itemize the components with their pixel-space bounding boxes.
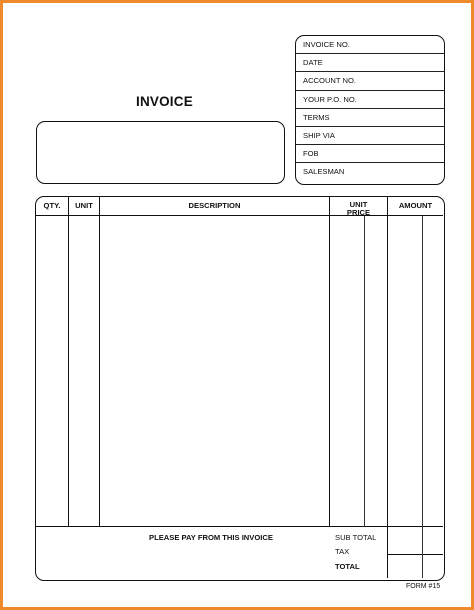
col-description: DESCRIPTION [188, 201, 241, 210]
col-qty: QTY. [43, 201, 61, 210]
date-field[interactable]: DATE [296, 54, 444, 72]
col-unit-price-line2: PRICE [346, 208, 371, 217]
po-number-field[interactable]: YOUR P.O. NO. [296, 91, 444, 109]
salesman-field[interactable]: SALESMAN [303, 167, 345, 177]
unit-desc-divider [99, 197, 100, 527]
total-label: TOTAL [335, 562, 360, 571]
price-amount-divider [387, 197, 388, 578]
form-number: FORM #15 [406, 583, 441, 590]
page-title: INVOICE [136, 94, 193, 109]
invoice-number-field[interactable]: INVOICE NO. [296, 36, 444, 54]
customer-address-box[interactable] [36, 121, 285, 184]
col-unit-price-line1: UNIT [349, 200, 368, 209]
sub-total-label: SUB TOTAL [335, 533, 377, 542]
col-unit: UNIT [75, 201, 93, 210]
col-unit-price [330, 201, 387, 217]
qty-unit-divider [68, 197, 69, 527]
tax-row-divider [387, 554, 443, 555]
fob-field[interactable]: FOB [296, 145, 444, 163]
col-amount: AMOUNT [398, 201, 433, 210]
footer-divider [36, 526, 443, 527]
desc-price-divider [329, 197, 330, 527]
ship-via-field[interactable]: SHIP VIA [296, 127, 444, 145]
invoice-info-box [295, 35, 445, 185]
account-number-field[interactable]: ACCOUNT NO. [296, 72, 444, 90]
price-cents-divider [364, 216, 365, 527]
line-items-table [35, 196, 445, 581]
tax-label: TAX [335, 547, 350, 556]
terms-field[interactable]: TERMS [296, 109, 444, 127]
amount-cents-divider [422, 216, 423, 578]
pay-notice: PLEASE PAY FROM THIS INVOICE [149, 533, 273, 542]
